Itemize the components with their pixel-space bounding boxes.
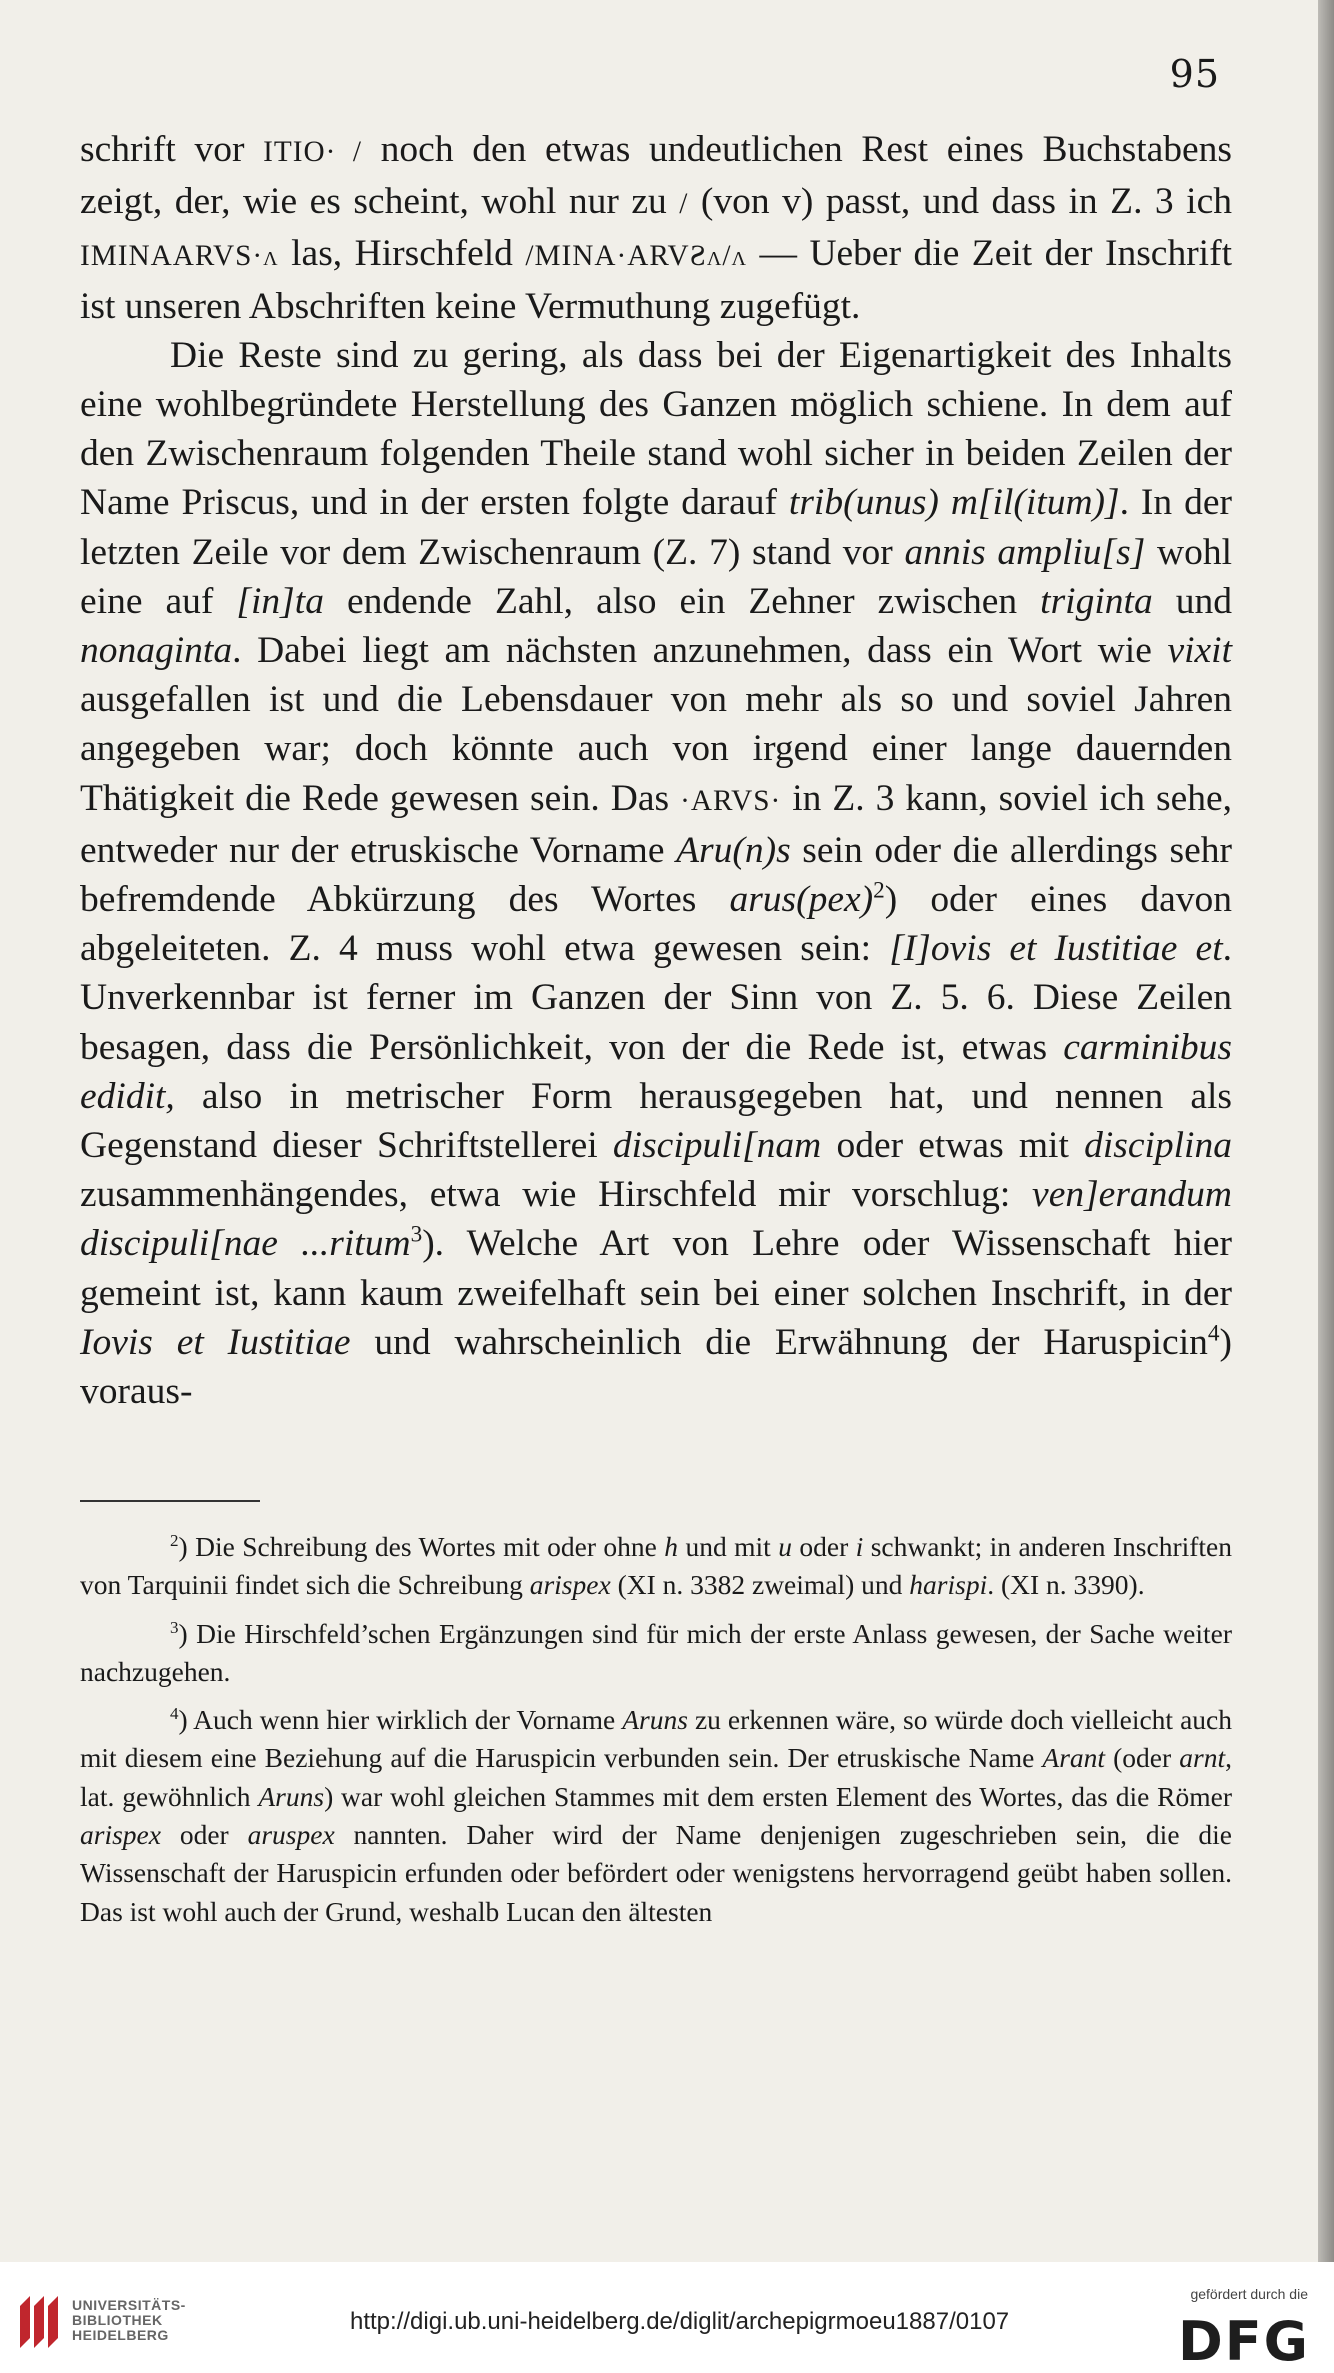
footnote-mark: 2 [170, 1530, 179, 1550]
inscription-fragment: ·ARVS· [680, 784, 782, 817]
latin-term: arus(pex) [729, 879, 874, 921]
latin-term: Aruns [258, 1780, 325, 1812]
footnote-ref[interactable]: 3 [410, 1221, 423, 1248]
footnote-mark: 4 [170, 1704, 179, 1724]
inscription-fragment: / [679, 188, 689, 221]
dfg-logo[interactable]: DFG [1177, 2310, 1310, 2373]
page-edge-shadow [1318, 0, 1334, 2262]
text-run: endende Zahl, also ein Zehner zwischen [323, 580, 1041, 622]
text-run: (oder [1105, 1742, 1180, 1774]
latin-term: Arant [1042, 1742, 1106, 1774]
text-run: nannten. Daher wird der Name denjenigen zugeschrieben sein, die die Wissenschaft der Haruspicin erfunden oder befördert oder wenigstens hervorragend geübt haben sollen. Das ist wohl auch der Grund, weshalb Lucan den ältesten [80, 1819, 1232, 1927]
latin-term: vixit [1167, 630, 1232, 672]
library-name[interactable] [72, 2298, 186, 2343]
text-run: und wahrscheinlich die Erwähnung der Haruspicin [350, 1321, 1208, 1363]
latin-term: annis ampliu[s] [904, 531, 1146, 573]
footnotes [80, 1528, 1232, 1941]
inscription-fragment: /MINA·ARVƧʌ/ʌ [525, 240, 748, 273]
text-run: . Unverkennbar ist ferner im Ganzen der Sinn von Z. 5. 6. Diese Zeilen besagen, dass die Persönlichkeit, von der die Rede ist, etwas [80, 928, 1232, 1068]
university-library-logo-icon[interactable] [14, 2292, 64, 2350]
text-run: oder [160, 1819, 248, 1851]
library-name-line: UNIVERSITÄTS- [72, 2297, 186, 2313]
paragraph-2 [80, 331, 1232, 1416]
latin-term: triginta [1040, 580, 1153, 622]
latin-term: discipuli[nam [612, 1125, 822, 1167]
latin-term: harispi [909, 1569, 988, 1601]
text-run: ) Auch wenn hier wirklich der Vorname [178, 1704, 623, 1736]
text-run: wohl eine auf [80, 531, 1233, 622]
latin-term: carminibus edidit, [80, 1026, 1232, 1117]
latin-term: i [855, 1531, 864, 1562]
text-run: oder [791, 1531, 856, 1562]
text-run: ) oder eines davon abgeleiteten. Z. 4 muss wohl etwa gewesen sein: [80, 879, 1232, 970]
text-run: , lat. gewöhnlich [80, 1742, 1232, 1812]
text-run: ) voraus- [80, 1321, 1232, 1413]
text-run: oder etwas mit [821, 1125, 1085, 1167]
text-run: (XI n. 3382 zweimal) und [610, 1569, 910, 1601]
text-run: Die Reste sind zu gering, als dass bei der Eigenartigkeit des Inhalts eine wohlbegründete Herstellung des Ganzen möglich schiene. In dem auf den Zwischenraum folgenden Theile stand wohl sicher in beiden Zeilen der Name Priscus, und in der ersten folgte darauf [80, 334, 1232, 524]
latin-term: aruspex [247, 1819, 335, 1851]
text-run: . In der letzten Zeile vor dem Zwischenraum (Z. 7) stand vor [80, 482, 1232, 573]
latin-term: u [778, 1531, 792, 1562]
inscription-fragment: ITIO·ɪ/ [263, 136, 363, 168]
latin-term: Aruns [622, 1704, 688, 1736]
text-run: — Ueber die Zeit der Inschrift ist unseren Abschriften keine Vermuthung zugefügt. [80, 233, 1233, 327]
text-run: zu erkennen wäre, so würde doch vielleicht auch mit diesem eine Beziehung auf die Haruspicin verbunden sein. Der etruskische Name [80, 1704, 1233, 1774]
text-run: ausgefallen ist und die Lebensdauer von mehr als so und soviel Jahren angegeben war; doch könnte auch von irgend einer lange dauernden Thätigkeit die Rede gewesen sein. Das [80, 679, 1232, 819]
footnote-mark: 3 [170, 1617, 179, 1637]
main-text [80, 125, 1232, 1416]
text-run: und [1152, 580, 1232, 622]
library-name-line: BIBLIOTHEK [72, 2312, 163, 2328]
funding-label: gefördert durch die [1190, 2286, 1308, 2302]
viewer-footer [0, 2262, 1334, 2373]
footnote-ref[interactable]: 2 [873, 877, 885, 904]
text-run: schrift vor [80, 129, 264, 170]
footnote-ref[interactable]: 4 [1207, 1320, 1220, 1347]
latin-term: arispex [80, 1819, 161, 1851]
footnote-2 [80, 1528, 1232, 1605]
text-run: ) Die Schreibung des Wortes mit oder ohne [178, 1531, 665, 1562]
latin-term: trib(unus) m[il(itum)] [788, 482, 1120, 524]
latin-term: arnt [1179, 1742, 1226, 1774]
footnote-3 [80, 1615, 1232, 1692]
text-run: ). Welche Art von Lehre oder Wissenschaft hier gemeint ist, kann kaum zweifelhaft sein bei einer solchen Inschrift, in der [80, 1223, 1232, 1314]
latin-term: nonaginta [80, 630, 233, 672]
text-run: sein oder die allerdings sehr befremdende Abkürzung des Wortes [80, 829, 1232, 921]
latin-term: [in]ta [236, 580, 324, 622]
latin-term: h [664, 1531, 679, 1562]
text-run: las, Hirschfeld [278, 233, 526, 275]
page-number: 95 [1169, 52, 1220, 96]
text-run: ) war wohl gleichen Stammes mit dem ersten Element des Wortes, das die Römer [324, 1780, 1233, 1812]
library-name-line: HEIDELBERG [72, 2327, 169, 2343]
latin-term: Aru(n)s [676, 829, 791, 871]
latin-term: disciplina [1084, 1125, 1232, 1167]
latin-term: arispex [529, 1569, 611, 1601]
latin-term: [I]ovis et Iustitiae et [889, 928, 1223, 970]
text-run: zusammenhängendes, etwa wie Hirschfeld mir vorschlug: [80, 1174, 1033, 1216]
text-run: noch den etwas undeutlichen Rest eines Buchstabens zeigt, der, wie es scheint, wohl nur zu [80, 129, 1232, 223]
text-run: schwankt; in anderen Inschriften von Tarquinii findet sich die Schreibung [80, 1531, 1233, 1601]
text-run: ) Die Hirschfeld’schen Ergänzungen sind für mich der erste Anlass gewesen, der Sache weiter nachzugehen. [80, 1617, 1232, 1687]
latin-term: Iovis et Iustitiae [80, 1321, 351, 1363]
paragraph-1 [80, 125, 1232, 331]
text-run: . (XI n. 3390). [987, 1569, 1145, 1601]
inscription-fragment: IMINAARVS·ʌ [80, 240, 279, 273]
footnote-divider [80, 1500, 260, 1502]
text-run: also in metrischer Form herausgegeben hat, und nennen als Gegenstand dieser Schriftstellerei [80, 1075, 1232, 1167]
footnote-4 [80, 1701, 1232, 1931]
latin-term: ven]erandum discipuli[nae ...ritum [80, 1174, 1232, 1265]
text-run: in Z. 3 kann, soviel ich sehe, entweder nur der etruskische Vorname [80, 777, 1232, 871]
text-run: . Dabei liegt am nächsten anzunehmen, dass ein Wort wie [232, 630, 1168, 672]
permalink-url[interactable]: http://digi.ub.uni-heidelberg.de/diglit/archepigrmoeu1887/0107 [350, 2308, 1010, 2335]
text-run: und mit [678, 1531, 779, 1562]
text-run: (von v) passt, und dass in Z. 3 ich [688, 181, 1232, 223]
